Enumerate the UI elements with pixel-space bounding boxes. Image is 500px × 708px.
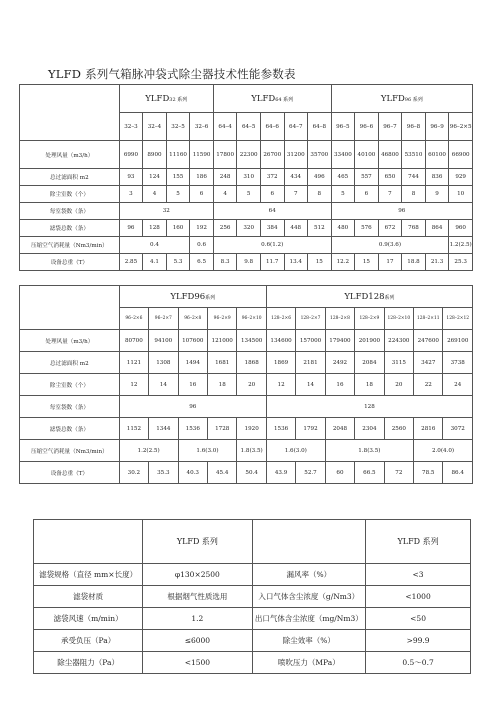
param-label: 承受负压（Pa） — [34, 630, 143, 652]
table-cell: 60 — [325, 462, 354, 484]
table-cell: 160 — [166, 220, 190, 237]
table-cell: 224300 — [384, 330, 413, 352]
table-cell: 11160 — [166, 141, 190, 169]
param-label: 入口气体含尘浓度（g/Nm3） — [252, 586, 366, 608]
table-cell: 14 — [149, 374, 178, 396]
table-cell: 248 — [213, 169, 237, 186]
table-cell: 12 — [266, 374, 295, 396]
table-cell: 5 — [166, 186, 190, 203]
model-header: 128–2×8 — [325, 308, 354, 330]
table-cell: 2.85 — [119, 254, 143, 271]
param-label: 滤袋材质 — [34, 586, 143, 608]
model-header: 96–5 — [331, 113, 355, 141]
series-header — [266, 286, 472, 308]
table-cell: 1494 — [178, 352, 207, 374]
model-header: 64–4 — [213, 113, 237, 141]
param-label: 漏风率（%） — [252, 564, 366, 586]
model-header: 96–2×10 — [237, 308, 266, 330]
series-suffix: 系列 — [205, 294, 216, 301]
spec-table-2 — [19, 285, 473, 484]
table-cell: 6990 — [119, 141, 143, 169]
table-cell: 20 — [237, 374, 266, 396]
table-cell: 124 — [143, 169, 167, 186]
table-cell: 8.3 — [213, 254, 237, 271]
table-cell: 179400 — [325, 330, 354, 352]
table-cell: 3072 — [443, 418, 473, 440]
table-cell: 43.9 — [266, 462, 295, 484]
table-cell: 0.6 — [190, 237, 214, 254]
table-cell: 3427 — [414, 352, 443, 374]
table-cell: 576 — [355, 220, 379, 237]
table-cell: 8900 — [143, 141, 167, 169]
table-cell: 186 — [190, 169, 214, 186]
spec-table-1 — [19, 84, 473, 271]
row-label: 每室袋数（条） — [20, 203, 120, 220]
model-header: 128–2×9 — [355, 308, 384, 330]
row-label: 压缩空气消耗量（Nm3/min） — [20, 237, 120, 254]
table-cell: 35700 — [308, 141, 332, 169]
header-blank — [34, 520, 143, 564]
table-cell: 60100 — [425, 141, 449, 169]
table-cell: 12.2 — [331, 254, 355, 271]
param-label: 除尘器阻力（Pa） — [34, 652, 143, 674]
model-header: 96–9 — [425, 113, 449, 141]
table-cell: 30.2 — [119, 462, 148, 484]
table-cell: 10 — [449, 186, 473, 203]
table-cell: 14 — [296, 374, 325, 396]
param-value: 0.5～0.7 — [366, 652, 471, 674]
model-header: 128–2×6 — [266, 308, 295, 330]
table-cell: 78.5 — [414, 462, 443, 484]
table-cell: 9.8 — [237, 254, 261, 271]
model-header: 96–2×5 — [449, 113, 473, 141]
table-cell: 22 — [414, 374, 443, 396]
table-cell: 40100 — [355, 141, 379, 169]
row-label: 处理风量（m3/h） — [20, 330, 120, 352]
series-header — [213, 85, 331, 113]
row-label: 除尘室数（个） — [20, 186, 120, 203]
series-header — [331, 85, 472, 113]
param-label: 滤袋规格（直径 mm×长度） — [34, 564, 143, 586]
table-cell: 512 — [308, 220, 332, 237]
table-cell: 448 — [284, 220, 308, 237]
series-name: YLFD128 — [344, 291, 385, 302]
series-suffix: 32 系列 — [169, 96, 188, 103]
model-header: 32–5 — [166, 113, 190, 141]
table-cell: 11590 — [190, 141, 214, 169]
table-cell: 20 — [384, 374, 413, 396]
table-cell: 465 — [331, 169, 355, 186]
table-cell: 6 — [355, 186, 379, 203]
table-cell: 107600 — [178, 330, 207, 352]
table-cell: 66900 — [449, 141, 473, 169]
table-cell: 768 — [402, 220, 426, 237]
model-header: 96–2×7 — [149, 308, 178, 330]
table-cell: 310 — [237, 169, 261, 186]
model-header: 96–6 — [355, 113, 379, 141]
table-cell: 744 — [402, 169, 426, 186]
table-cell: 33400 — [331, 141, 355, 169]
table-cell: 128 — [266, 396, 472, 418]
model-header: 96–7 — [378, 113, 402, 141]
table-cell: 384 — [260, 220, 284, 237]
header-blank — [252, 520, 366, 564]
table-cell: 64 — [213, 203, 331, 220]
table-cell: 18 — [355, 374, 384, 396]
table-cell: 1536 — [178, 418, 207, 440]
table-cell: 201900 — [355, 330, 384, 352]
table-cell: 22300 — [237, 141, 261, 169]
table-cell: 864 — [425, 220, 449, 237]
table-cell: 1344 — [149, 418, 178, 440]
table-cell: 2492 — [325, 352, 354, 374]
table-cell: 7 — [284, 186, 308, 203]
header-series-right: YLFD 系列 — [366, 520, 471, 564]
table-cell: 18 — [207, 374, 236, 396]
param-label: 除尘效率（%） — [252, 630, 366, 652]
row-label: 处理风量（m3/h） — [20, 141, 120, 169]
table-cell: 4.1 — [143, 254, 167, 271]
table-cell: 372 — [260, 169, 284, 186]
model-header: 128–2×11 — [414, 308, 443, 330]
header-series-left: YLFD 系列 — [143, 520, 252, 564]
param-label: 滤袋风速（m/min） — [34, 608, 143, 630]
table-cell: 72 — [384, 462, 413, 484]
series-name: YLFD96 — [170, 291, 206, 302]
param-value: <3 — [366, 564, 471, 586]
param-label: 喷吹压力（MPa） — [252, 652, 366, 674]
table-cell: 1869 — [266, 352, 295, 374]
table-cell: 1.6(3.0) — [266, 440, 325, 462]
table-cell: 16 — [178, 374, 207, 396]
series-suffix: 64 系列 — [275, 96, 294, 103]
table-cell: 21.3 — [425, 254, 449, 271]
table-cell: 80700 — [119, 330, 148, 352]
table-cell: 256 — [213, 220, 237, 237]
table-cell: 6 — [190, 186, 214, 203]
row-label: 每室袋数（条） — [20, 396, 120, 418]
table-cell: 155 — [166, 169, 190, 186]
table-cell: 1868 — [237, 352, 266, 374]
row-label: 除尘室数（个） — [20, 374, 120, 396]
table-cell: 12 — [119, 374, 148, 396]
table-cell: 96 — [119, 220, 143, 237]
table-cell: 8 — [308, 186, 332, 203]
model-header: 128–2×12 — [443, 308, 473, 330]
table-cell: 672 — [378, 220, 402, 237]
row-label: 总过滤面积 m2 — [20, 352, 120, 374]
table-cell: 192 — [190, 220, 214, 237]
param-value: 根据烟气性质选用 — [143, 586, 252, 608]
table-cell: 25.3 — [449, 254, 473, 271]
table-cell: 6 — [260, 186, 284, 203]
table-cell: 31200 — [284, 141, 308, 169]
table-cell: 40.3 — [178, 462, 207, 484]
table-cell: 9 — [425, 186, 449, 203]
table-cell: 2304 — [355, 418, 384, 440]
model-header: 64–8 — [308, 113, 332, 141]
table-cell: 2.0(4.0) — [414, 440, 473, 462]
table-cell: 32 — [119, 203, 213, 220]
param-value: <50 — [366, 608, 471, 630]
table-cell: 1.8(3.5) — [237, 440, 266, 462]
table-cell: 45.4 — [207, 462, 236, 484]
table-cell: 5 — [331, 186, 355, 203]
table-cell: 2560 — [384, 418, 413, 440]
table-cell: 1152 — [119, 418, 148, 440]
table-cell: 18.8 — [402, 254, 426, 271]
table-cell: 134600 — [266, 330, 295, 352]
model-header: 96–2×6 — [119, 308, 148, 330]
table-cell: 4 — [213, 186, 237, 203]
table-cell: 480 — [331, 220, 355, 237]
model-header: 32–6 — [190, 113, 214, 141]
param-value: <1500 — [143, 652, 252, 674]
table-cell: 1681 — [207, 352, 236, 374]
table-cell: 929 — [449, 169, 473, 186]
table-cell: 5 — [237, 186, 261, 203]
table-cell: 15 — [355, 254, 379, 271]
param-value: φ130×2500 — [143, 564, 252, 586]
table-cell: 557 — [355, 169, 379, 186]
table-cell: 1.2(2.5) — [119, 440, 178, 462]
model-header: 64–6 — [260, 113, 284, 141]
table-cell: 650 — [378, 169, 402, 186]
table-cell: 35.3 — [149, 462, 178, 484]
table-cell: 93 — [119, 169, 143, 186]
param-value: 1.2 — [143, 608, 252, 630]
table-cell: 320 — [237, 220, 261, 237]
series-header — [119, 85, 213, 113]
table-cell: 2181 — [296, 352, 325, 374]
table-cell: 16 — [325, 374, 354, 396]
param-value: ≤6000 — [143, 630, 252, 652]
table-cell: 3115 — [384, 352, 413, 374]
table-cell: 247600 — [414, 330, 443, 352]
table-cell: 1.6(3.0) — [178, 440, 237, 462]
table-cell: 1728 — [207, 418, 236, 440]
table-cell: 7 — [378, 186, 402, 203]
table-cell: 94100 — [149, 330, 178, 352]
table-cell: 1308 — [149, 352, 178, 374]
model-header: 96–2×8 — [178, 308, 207, 330]
table-cell: 496 — [308, 169, 332, 186]
row-label: 滤袋总数（条） — [20, 418, 120, 440]
table-cell: 134500 — [237, 330, 266, 352]
header-corner — [20, 286, 120, 330]
series-header — [119, 286, 266, 308]
table-cell: 121000 — [207, 330, 236, 352]
table-cell: 6.5 — [190, 254, 214, 271]
series-suffix: 96 系列 — [404, 96, 423, 103]
series-suffix: 系列 — [384, 294, 395, 301]
table-cell: 5.3 — [166, 254, 190, 271]
table-cell: 96 — [119, 396, 266, 418]
table-cell: 1536 — [266, 418, 295, 440]
table-cell: 11.7 — [260, 254, 284, 271]
table-cell: 13.4 — [284, 254, 308, 271]
table-cell: 1.8(3.5) — [325, 440, 413, 462]
table-cell: 269100 — [443, 330, 473, 352]
table-cell: 52.7 — [296, 462, 325, 484]
table-cell: 1792 — [296, 418, 325, 440]
table-cell: 8 — [402, 186, 426, 203]
table-cell: 0.4 — [119, 237, 190, 254]
model-header: 32–3 — [119, 113, 143, 141]
table-cell: 2048 — [325, 418, 354, 440]
model-header: 64–7 — [284, 113, 308, 141]
table-cell: 24 — [443, 374, 473, 396]
param-label: 出口气体含尘浓度（mg/Nm3） — [252, 608, 366, 630]
table-cell: 17 — [378, 254, 402, 271]
row-label: 压缩空气消耗量（Nm3/min） — [20, 440, 120, 462]
table-cell: 15 — [308, 254, 332, 271]
table-cell: 2816 — [414, 418, 443, 440]
table-cell: 86.4 — [443, 462, 473, 484]
series-name: YLFD — [251, 93, 276, 104]
header-corner — [20, 85, 120, 141]
row-label: 总过滤面积 m2 — [20, 169, 120, 186]
model-header: 128–2×7 — [296, 308, 325, 330]
table-cell: 157000 — [296, 330, 325, 352]
table-cell: 0.9(3.6) — [331, 237, 449, 254]
table-cell: 3 — [119, 186, 143, 203]
spec-table-3 — [33, 519, 471, 674]
table-cell: 26700 — [260, 141, 284, 169]
table-cell: 128 — [143, 220, 167, 237]
table-cell: 434 — [284, 169, 308, 186]
table-cell: 53510 — [402, 141, 426, 169]
series-name: YLFD — [380, 93, 405, 104]
model-header: 96–2×9 — [207, 308, 236, 330]
table-cell: 960 — [449, 220, 473, 237]
series-name: YLFD — [145, 93, 170, 104]
table-cell: 66.5 — [355, 462, 384, 484]
table-cell: 46800 — [378, 141, 402, 169]
page-title: YLFD 系列气箱脉冲袋式除尘器技术性能参数表 — [48, 67, 296, 81]
table-cell: 1121 — [119, 352, 148, 374]
table-cell: 4 — [143, 186, 167, 203]
table-cell: 2084 — [355, 352, 384, 374]
model-header: 128–2×10 — [384, 308, 413, 330]
model-header: 32–4 — [143, 113, 167, 141]
model-header: 96–8 — [402, 113, 426, 141]
param-value: <1000 — [366, 586, 471, 608]
table-cell: 3738 — [443, 352, 473, 374]
row-label: 滤袋总数（条） — [20, 220, 120, 237]
table-cell: 1920 — [237, 418, 266, 440]
model-header: 64–5 — [237, 113, 261, 141]
table-cell: 17800 — [213, 141, 237, 169]
table-cell: 1.2(2.5) — [449, 237, 473, 254]
table-cell: 96 — [331, 203, 472, 220]
table-cell: 50.4 — [237, 462, 266, 484]
row-label: 设备总重（T） — [20, 254, 120, 271]
row-label: 设备总重（T） — [20, 462, 120, 484]
param-value: >99.9 — [366, 630, 471, 652]
table-cell: 836 — [425, 169, 449, 186]
table-cell: 0.6(1.2) — [213, 237, 331, 254]
